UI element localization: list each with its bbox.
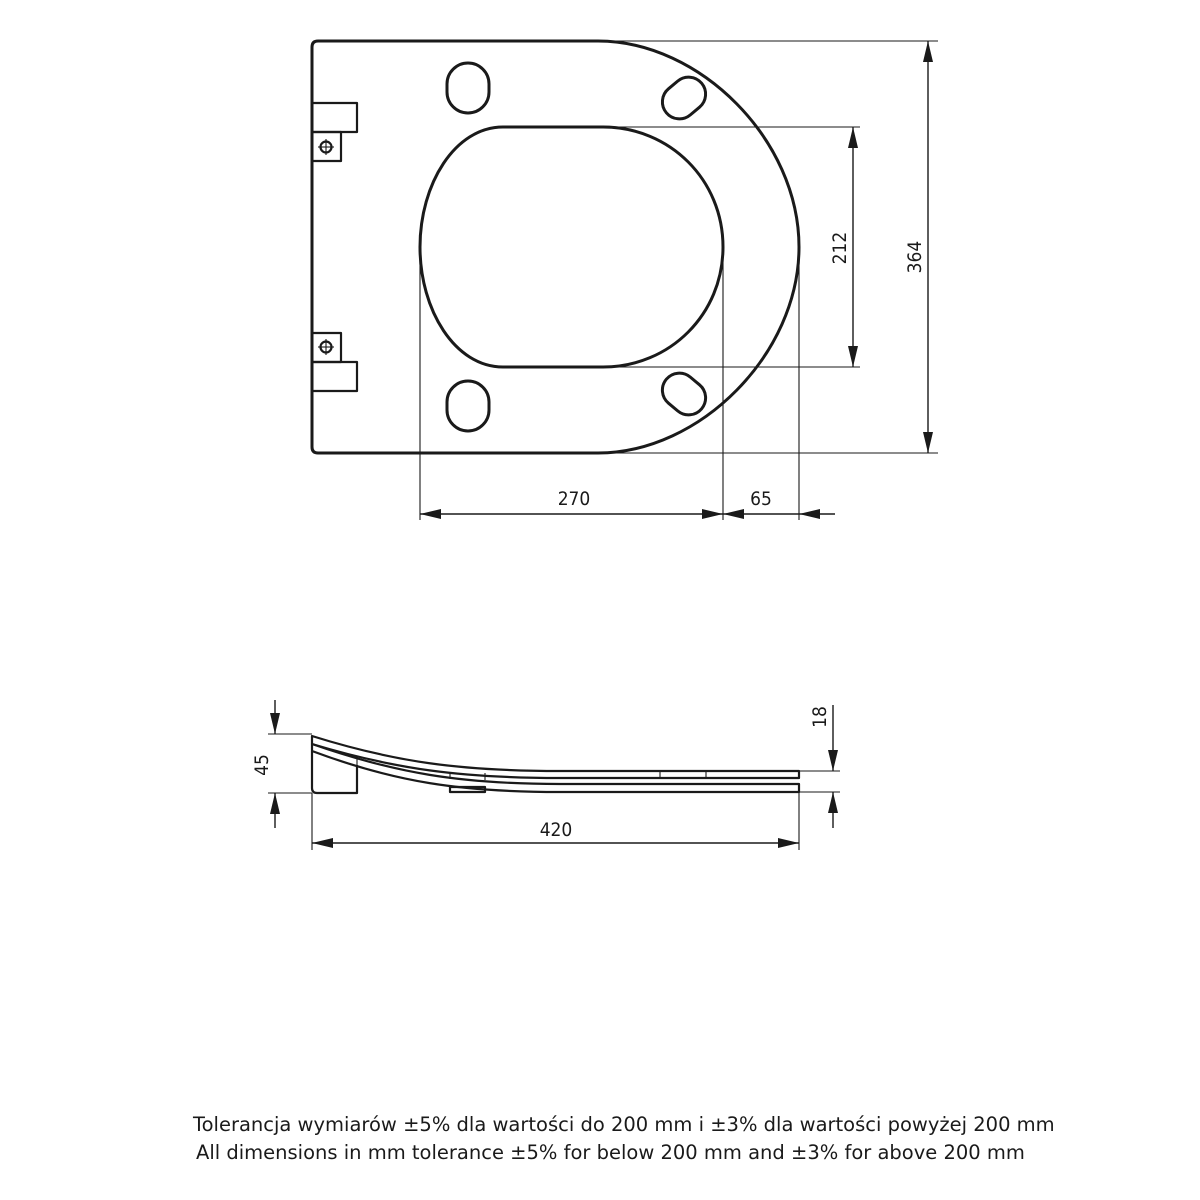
dim-side-thickness [809,705,838,828]
bumper-slot-bottom-right [655,366,712,422]
bumper-slot-top-left [447,63,489,113]
hinge-top [312,103,357,161]
dim-opening-width [420,488,723,519]
dim-side-height [251,700,280,828]
seat-outline [312,41,799,453]
top-view [312,41,938,520]
bumper-slot-bottom-left [447,381,489,431]
seat-opening [420,127,723,367]
dim-opening-width-label: 270 [557,488,591,510]
dim-opening-height-label: 212 [829,231,851,265]
side-seat [312,744,799,792]
dim-rim-offset-label: 65 [750,488,772,510]
dim-side-height-label: 45 [251,754,273,776]
tolerance-note-english: All dimensions in mm tolerance ±5% for below 200 mm and ±3% for above 200 mm [196,1141,1025,1164]
bumper-slot-top-right [655,70,712,126]
dim-rim-offset [723,488,835,519]
dim-side-length [312,819,799,848]
tolerance-note-polish: Tolerancja wymiarów ±5% dla wartości do 200 mm i ±3% dla wartości powyżej 200 mm [193,1113,1055,1136]
dim-side-thickness-label: 18 [809,706,831,728]
dim-total-width [904,41,933,453]
dim-side-length-label: 420 [539,819,573,841]
side-lid [312,736,799,778]
side-view [251,700,840,850]
dim-opening-height [829,127,858,367]
hinge-bottom [312,333,357,391]
dim-total-width-label: 364 [904,240,926,274]
